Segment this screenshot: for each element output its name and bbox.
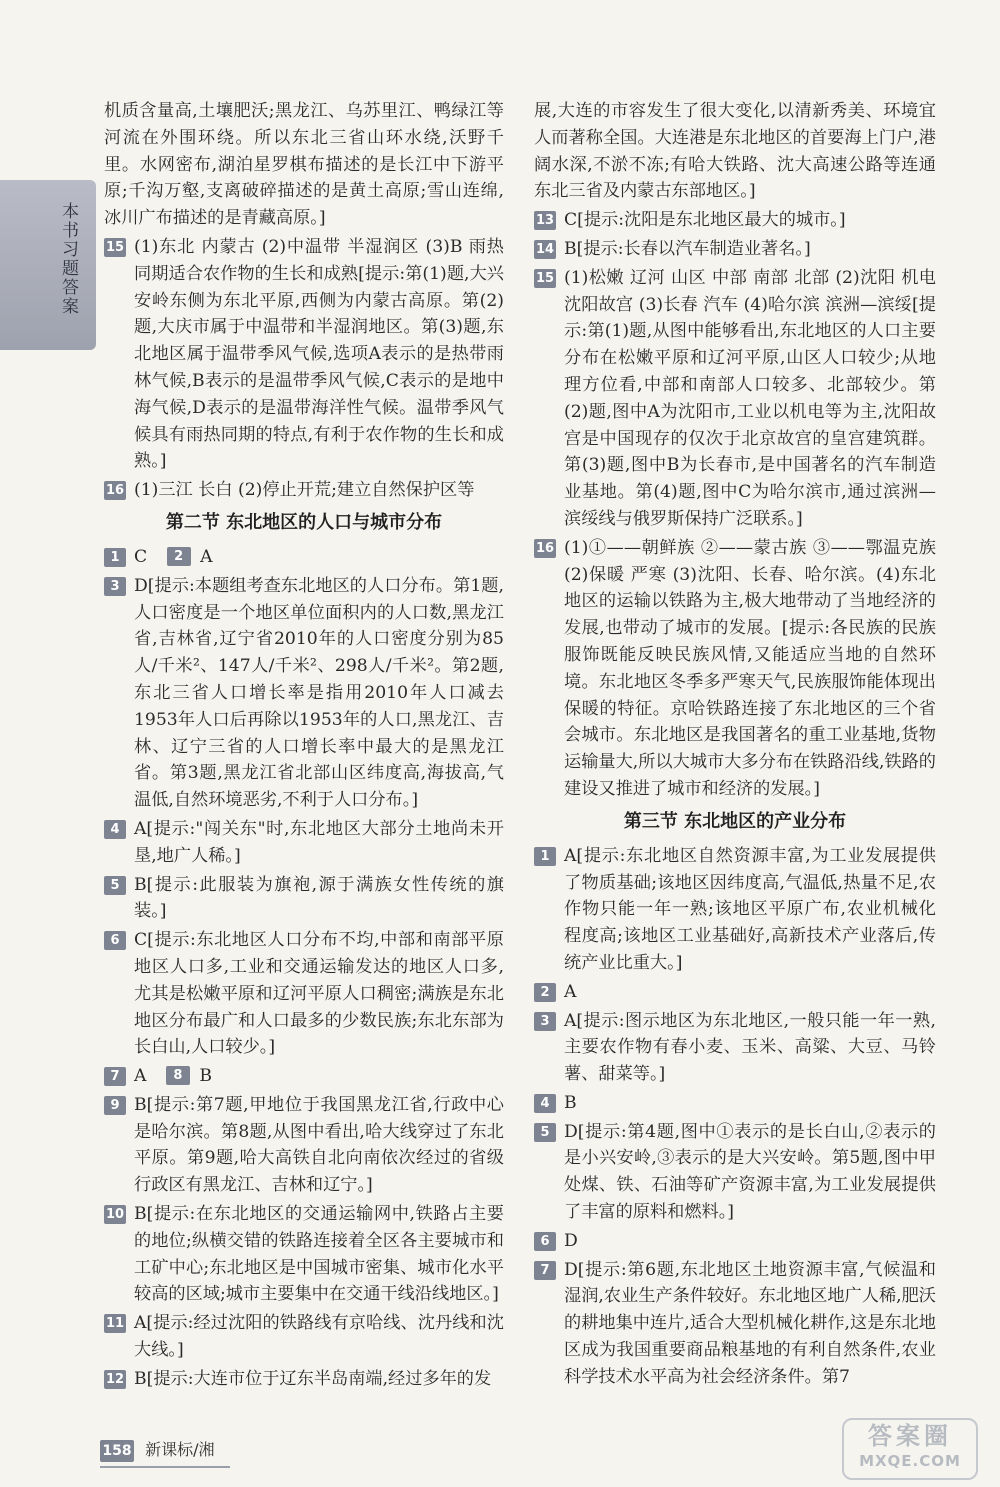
answer-item	[534, 1119, 936, 1226]
answer-item	[534, 1257, 936, 1391]
answer-item	[104, 1092, 504, 1199]
question-number: 15	[536, 270, 555, 286]
answer-text: B[提示:在东北地区的交通运输网中,铁路占主要的地位;纵横交错的铁路连接着全区各主要城市和工矿中心;东北地区是中国城市密集、城市化水平较高的区域;城市主要集中在交通干线沿线地区。]	[134, 1204, 504, 1305]
answer-item	[534, 843, 936, 977]
answer-text: A[提示:"闯关东"时,东北地区大部分土地尚未开垦,地广人稀。]	[134, 818, 504, 866]
answer-item	[534, 1090, 936, 1117]
answer-text: A[提示:图示地区为东北地区,一般只能一年一熟,主要农作物有春小麦、玉米、高粱、大豆、马铃薯、甜菜等。]	[564, 1010, 936, 1085]
answer-item	[104, 234, 504, 475]
page-number: 158	[100, 1440, 134, 1462]
question-number: 7	[534, 1261, 556, 1280]
answer-text: B	[564, 1092, 577, 1113]
answer-item	[534, 1008, 936, 1088]
answer-text: A	[134, 1066, 147, 1087]
answer-text: B[提示:大连市位于辽东半岛南端,经过多年的发	[134, 1368, 492, 1389]
answer-text: D[提示:第6题,东北地区土地资源丰富,气候温和湿润,农业生产条件较好。东北地区地广人稀,肥沃的耕地集中连片,适合大型机械化耕作,这是东北地区成为我国重要商品粮基地的有利自然条件,农业科学技术水平高为社会经济条件。第7	[564, 1259, 936, 1387]
edition-label: 新课标/湘	[145, 1440, 215, 1459]
question-number: 16	[106, 483, 125, 499]
question-number: 4	[104, 820, 126, 839]
question-number: 6	[104, 931, 126, 950]
answer-continuation: 展,大连的市容发生了很大变化,以清新秀美、环境宜人而著称全国。大连港是东北地区的首要海上门户,港阔水深,不淤不冻;有哈大铁路、沈大高速公路等连通东北三省及内蒙古东部地区。]	[534, 101, 936, 202]
question-number: 13	[536, 213, 555, 229]
answer-row	[104, 1063, 504, 1090]
answer-item	[104, 477, 504, 504]
question-number: 3	[534, 1012, 556, 1031]
answer-text: (1)三江 长白 (2)停止开荒;建立自然保护区等	[134, 480, 475, 501]
question-number: 5	[534, 1123, 556, 1142]
answer-item	[534, 207, 936, 234]
watermark-url: MXQE.COM	[859, 1452, 961, 1470]
question-number: 15	[106, 239, 125, 255]
answer-text: C	[134, 546, 148, 567]
question-number: 5	[104, 876, 126, 895]
question-number: 2	[167, 547, 191, 566]
answer-text: D[提示:本题组考查东北地区的人口分布。第1题,人口密度是一个地区单位面积内的人口数,黑龙江省,吉林省,辽宁省2010年的人口密度分别为85人/千米²、147人/千米²、298人/千米²。第2题,东北三省人口增长率是指用2010年人口减去1953年人口后再除以1953年的人口,黑龙江、吉林、辽宁三省的人口增长率中最大的是黑龙江省。第3题,黑龙江省北部山区纬度高,海拔高,气温低,自然环境恶劣,不利于人口分布。]	[134, 575, 504, 811]
answer-item	[104, 573, 504, 814]
question-number: 10	[106, 1207, 125, 1223]
answer-text: B[提示:第7题,甲地位于我国黑龙江省,行政中心是哈尔滨。第8题,从图中看出,哈大线穿过了东北平原。第9题,哈大高铁自北向南依次经过的省级行政区有黑龙江、吉林和辽宁。]	[134, 1094, 504, 1196]
answer-item	[534, 979, 936, 1006]
question-number: 1	[534, 847, 556, 866]
answer-text: (1)①——朝鲜族 ②——蒙古族 ③——鄂温克族 (2)保暖 严寒 (3)沈阳、长春、哈尔滨。(4)东北地区的运输以铁路为主,极大地带动了当地经济的发展,也带动了城市的发展。[提示:各民族的民族服饰既能反映民族风情,又能适应当地的自然环境。东北地区冬季多严寒天气,民族服饰能体现出保暖的特征。京哈铁路连接了东北地区的三个省会城市。东北地区是我国著名的重工业基地,货物运输量大,所以大城市大多分布在铁路沿线,铁路的建设又推进了城市和经济的发展。]	[564, 537, 936, 799]
answer-text: A	[200, 546, 213, 567]
answer-item	[104, 872, 504, 926]
answer-text: A[提示:东北地区自然资源丰富,为工业发展提供了物质基础;该地区因纬度高,气温低,热量不足,农作物只能一年一熟;该地区平原广布,农业机械化程度高;该地区工业基础好,高新技术产业落后,传统产业比重大。]	[564, 845, 936, 973]
answer-text: B[提示:此服装为旗袍,源于满族女性传统的旗装。]	[134, 874, 504, 922]
answer-continuation: 机质含量高,土壤肥沃;黑龙江、乌苏里江、鸭绿江等河流在外围环绕。所以东北三省山环水绕,沃野千里。水网密布,湖泊星罗棋布描述的是长江中下游平原;千沟万壑,支离破碎描述的是黄土高原;雪山连绵,冰川广布描述的是青藏高原。]	[104, 101, 504, 229]
answer-item	[104, 927, 504, 1061]
side-tab-label: 本书习题答案	[58, 202, 78, 316]
right-column	[534, 98, 936, 1393]
answer-item	[104, 816, 504, 870]
question-number: 3	[104, 577, 126, 596]
side-tab	[0, 180, 96, 350]
question-number: 1	[104, 548, 126, 567]
answer-text: A[提示:经过沈阳的铁路线有京哈线、沈丹线和沈大线。]	[134, 1313, 504, 1361]
answer-text: B	[199, 1066, 212, 1087]
page-footer	[100, 1437, 215, 1465]
answer-item	[534, 236, 936, 263]
footer-divider	[100, 1466, 230, 1468]
answer-text: D	[564, 1230, 578, 1251]
answer-item	[534, 1228, 936, 1255]
answer-item	[104, 1366, 504, 1393]
question-number: 8	[166, 1066, 190, 1085]
section-heading: 第二节 东北地区的人口与城市分布	[165, 511, 443, 533]
question-number: 6	[534, 1232, 556, 1251]
question-number: 11	[106, 1316, 125, 1332]
question-number: 14	[536, 241, 555, 257]
question-number: 12	[106, 1371, 125, 1387]
answer-text: D[提示:第4题,图中①表示的是长白山,②表示的是小兴安岭,③表示的是大兴安岭。第5题,图中甲处煤、铁、石油等矿产资源丰富,为工业发展提供了丰富的原料和燃料。]	[564, 1121, 936, 1223]
section-heading: 第三节 东北地区的产业分布	[623, 810, 847, 832]
answer-text: (1)东北 内蒙古 (2)中温带 半湿润区 (3)B 雨热同期适合农作物的生长和成熟[提示:第(1)题,大兴安岭东侧为东北平原,西侧为内蒙古高原。第(2)题,大庆市属于中温带和半湿润地区。第(3)题,东北地区属于温带季风气候,选项A表示的是热带雨林气候,B表示的是温带季风气候,C表示的是地中海气候,D表示的是温带海洋性气候。温带季风气候具有雨热同期的特点,有利于农作物的生长和成熟。]	[134, 236, 504, 472]
question-number: 7	[104, 1067, 126, 1086]
answer-item	[534, 265, 936, 533]
answer-text: A	[564, 981, 577, 1002]
answer-item	[534, 535, 936, 803]
answer-item	[104, 1310, 504, 1364]
answer-text: C[提示:沈阳是东北地区最大的城市。]	[564, 210, 846, 231]
question-number: 4	[534, 1094, 556, 1113]
question-number: 2	[534, 983, 556, 1002]
answer-item	[104, 1201, 504, 1308]
answer-row	[104, 544, 504, 571]
watermark-logo	[842, 1418, 978, 1480]
answer-text: C[提示:东北地区人口分布不均,中部和南部平原地区人口多,工业和交通运输发达的地区人口多,尤其是松嫩平原和辽河平原人口稠密;满族是东北地区分布最广和人口最多的少数民族;东北东部为长白山,人口较少。]	[134, 930, 504, 1058]
answer-text: B[提示:长春以汽车制造业著名。]	[564, 238, 811, 259]
question-number: 16	[536, 540, 555, 556]
left-column	[104, 98, 504, 1395]
answer-text: (1)松嫩 辽河 山区 中部 南部 北部 (2)沈阳 机电 沈阳故宫 (3)长春 汽车 (4)哈尔滨 滨洲—滨绥[提示:第(1)题,从图中能够看出,东北地区的人口主要分布在松嫩平原和辽河平原,山区人口较少;从地理方位看,中部和南部人口较多、北部较少。第(2)题,图中A为沈阳市,工业以机电等为主,沈阳故宫是中国现存的仅次于北京故宫的皇宫建筑群。第(3)题,图中B为长春市,是中国著名的汽车制造业基地。第(4)题,图中C为哈尔滨市,通过滨洲—滨绥线与俄罗斯保持广泛联系。]	[564, 267, 936, 529]
watermark-title: 答案圈	[868, 1422, 952, 1450]
question-number: 9	[104, 1096, 126, 1115]
